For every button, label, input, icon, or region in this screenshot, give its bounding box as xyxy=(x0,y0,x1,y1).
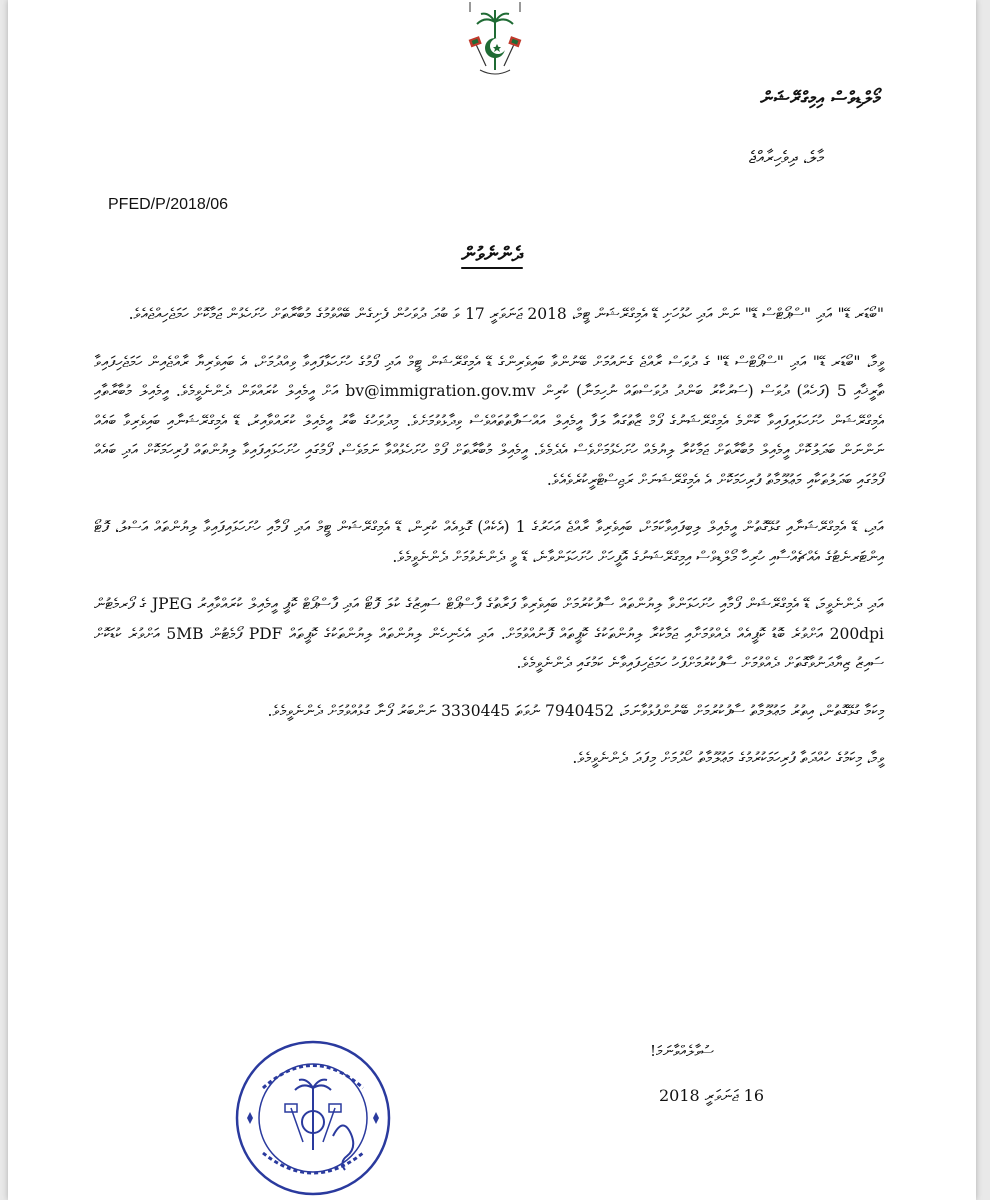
paragraph-2: ވީމާ، "ބޯޑަރ ޑޭ" އަދި "ސްޕޯޓްސް ޑޭ" ގެ ދުވަސް ރާއްޖެ ގެނައުމަށް ބޭނުންވާ ބައިވެރިންގެ ޑޭ އެމިގްރޭޝަން ޓީމް އަދި ފޯމުގެ ހުށަހަޅާފައިވާ ވިއްދުމަށް، އެ ބައިވެރިޔާ ރާއްޖެއިން ހަމަޖެހިފައިވާ ތާރީޚާއި 5 (ފަހެއް) ދުވަސް (ސަރުކާރު ބަންދު ދުވަސްތައް ނުހިމަނާ) ކުރިން bv@immigration.gov.mv އަށް އީމެއިލް ކުރައްވަން ދެންނެވީމެވެ. އީމެއިލް މުބާރާތާއި އެމިގްރޭޝަން ހުށަހަޅައިފައިވާ ކޮންމެ އެމިގްރޭޝަނުގެ ފޯމް ޒާތުގައާ ލަފާ އީމެއިލް އައްސަފާތުތައްވެސް ވިދާޅުވުމަށެވެ. މިދުވަހުގެ ބާރު އީމެއިލް ކުރައްވާއިރު، ޑޭ އެމިގްރޭޝަނާއި ބައިވެރިވާ ބައެއް ނަންނަން ބަދަލުކޮށް އީމެއިލް މުބާރާތަށް ޖަމާކުރާ ލިޔުމެއް ހުށަހެޅުމަށްވެސް އެދެމެވެ. އީމެއިލް މުބާރާތަށް ފޯމް ހުށަހެޅުއްވާ ނަމަވެސް، ފޯމުގައި ހުށަހަޅައިފައިވާ ލިޔުންތައް ފުރިހަމަކޮށް އަދި ބައެއް ފޯމުގައި ބަދަލުތަކާއި މަޢުލޫމާތު ފުރިހަމަކޮށް އެ އެމިގްރޭޝަނަށް ރަޖިސްޓްރީކުރެވެއެވެ. xyxy=(94,352,884,489)
official-seal-stamp xyxy=(233,1038,393,1198)
maldives-emblem-icon xyxy=(460,0,530,80)
signoff: ސުވާލެއްވާނަމަ! xyxy=(649,1042,714,1060)
letter-page xyxy=(8,0,976,1200)
paragraph-4: އަދި ދެންނެވީމަ، ޑޭ އެމިގްރޭޝަން ފޯމާއި ހުށަހަޅަންވާ ލިޔުންތައް ސާފުކުރުމަށް ބައިވެރިވާ ފަރާތުގެ ފާސްޕޯޓް ސައިޒުގެ ކުލަ ފޮޓޯ އަދި ފާސްޕޯޓް ކޮޕީ އީމެއިލް ކުރައްވާއިރު JPEG ގެ ފޯރމެޓުން 200dpi އަށްވުރެ ބޮޑު ކޮޕީއެއް ދެއްވުމަށާއި ޖަމާކުރާ ލިޔުންތަކުގެ ކޮޕީތައް ފޮނުއްވުމަށް. އަދި އެހެނިހެން ލިޔުންތައް ލިޔުންތަކުގެ ކޮޕީތައް PDF ފޯމެޓުން 5MB އަށްވުރެ ކުޑަކޮށް ސައިޒު ޒިޔާދަނުވާގޮތަށް ދެއްވުމަށް ސާފުކުރުމަށްފަހު ހަމަޖެހިފައިވާނެ ކަމުގައި ދެންނެވީމެވެ. xyxy=(94,595,885,672)
paragraph-6: ވީމާ، މިކަމުގެ ހުއްދަތާ ފުރިހަމަކުރުމުގެ މަޢުލޫމާތު ހޯދުމަށް މިފަދަ ދެންނެވީމެވެ. xyxy=(572,749,884,767)
reference-number: PFED/P/2018/06 xyxy=(108,196,229,213)
letter-title-text: ދެންނެވުން xyxy=(461,242,523,266)
letter-title xyxy=(8,242,976,266)
paragraph-5: މިކަމާ ގުޅޭގޮތުން، އިތުރު މަޢުލޫމާތު ސާފުކުރުމަށް ބޭނުންފުޅުވާނަމަ، 7940452 ނުވަތަ 3330445 ނަންބަރު ފޯނާ ގުޅުއްވުމަށް ދެންނެވީމެވެ. xyxy=(267,701,884,720)
office-location: މާލެ، ދިވެހިރާއްޖެ xyxy=(748,148,824,168)
letter-date: 16 ޖަނަވަރީ 2018 xyxy=(659,1086,764,1105)
paragraph-3: އަދި، ޑޭ އެމިގްރޭޝަނާއި ގުޅޭގޮތުން އީމެއިލް ލިބިފައިވާކަމަށް، ބައިވެރިވާ ރާއްޖެ އަހަރުގެ 1 (އެކެއް) ގޮޅިއެއް ކުރިން، ޑޭ އެމިގްރޭޝަން ޓީމް އަދި ފޯމާއި ހުށަހަޅައިފައިވާ ލިޔުންތައް އަސްލު، ފޮޓޯ އިންޓަރނެޓުގެ އެއްޗެއްސާއި ހުރިހާ މޯލްޑިވްސް އިމިގްރޭޝަނުގެ އޮފީހަށް ހުށަހަޅަންވާނެ، ޑޭ ވީ ދެންނެވުމަށް ދެންނެވީމެވެ. xyxy=(94,518,884,566)
paragraph-1: "ބޯޑަރ ޑޭ" އަދި "ސްޕޯޓްސް ޑޭ" ނަން އަދި ހުޅުހަށި ޑޭ އެމިގްރޭޝަން ޓީމް، 2018 ޖަނަވަރީ 17 ވަ ބުދަ ދުވަހުން ފެށިގެން ބޭއްވުމުގެ މުބާރާތަށް ހުށަހެޅުން ޖަމާކޮށް ހަމަޖެހިއްޖެއެވެ. xyxy=(128,305,884,323)
ministry-name: މޯލްޑިވްސް އިމިގްރޭޝަން xyxy=(760,88,881,109)
letter-body xyxy=(94,300,884,792)
